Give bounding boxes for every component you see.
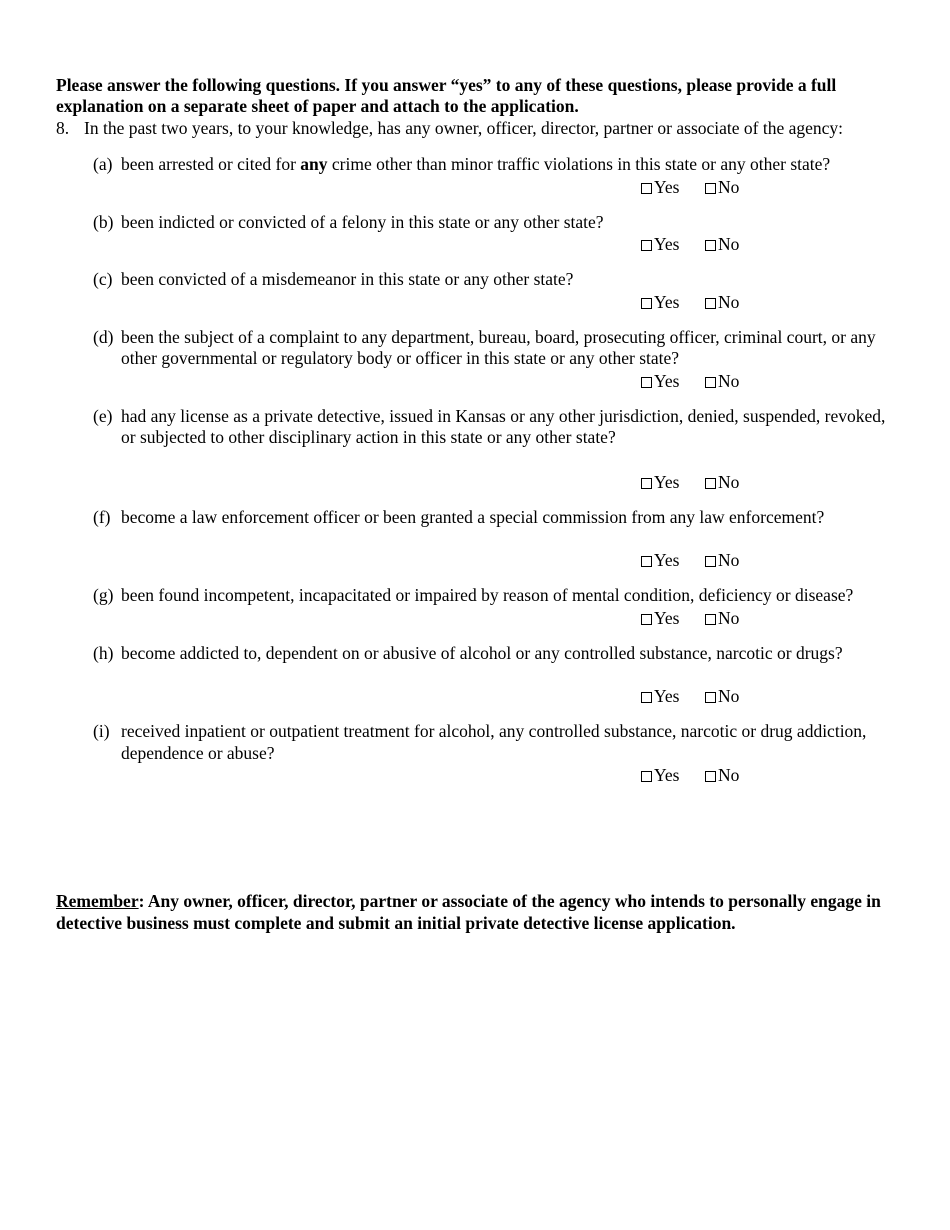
yes-checkbox[interactable] [641, 291, 679, 313]
answer-options-i [56, 764, 901, 786]
answer-options-e [56, 471, 901, 493]
yes-checkbox[interactable] [641, 549, 679, 571]
checkbox-icon[interactable] [705, 240, 716, 251]
no-checkbox[interactable] [705, 607, 739, 629]
question-number: 8. [56, 118, 70, 138]
checkbox-icon[interactable] [705, 183, 716, 194]
subquestion-letter: (h) [93, 642, 114, 663]
checkbox-icon[interactable] [641, 556, 652, 567]
answer-options-c [56, 291, 901, 313]
no-checkbox[interactable] [705, 370, 739, 392]
subquestion-text [121, 154, 830, 174]
subquestion-text: had any license as a private detective, issued in Kansas or any other jurisdiction, denied, suspended, revoked, or subjected to other disciplinary action in this state or any other state? [121, 405, 886, 447]
yes-checkbox[interactable] [641, 370, 679, 392]
instructions: Please answer the following questions. If you answer “yes” to any of these questions, please provide a full explanation on a separate sheet of paper and attach to the application. [56, 75, 837, 116]
yes-checkbox[interactable] [641, 685, 679, 707]
no-label: No [718, 686, 740, 706]
subquestion-text-part: been arrested or cited for [121, 154, 301, 174]
yes-label: Yes [654, 291, 680, 312]
checkbox-icon[interactable] [705, 692, 716, 703]
subquestion-i [56, 721, 901, 764]
remember-label: Remember [56, 891, 139, 911]
yes-label: Yes [654, 686, 680, 706]
subquestion-letter: (d) [93, 326, 114, 347]
answer-options-d [56, 370, 901, 392]
yes-checkbox[interactable] [641, 176, 679, 198]
no-label: No [718, 234, 740, 254]
remember-text: : Any owner, officer, director, partner or associate of the agency who intends to personally engage in detective business must complete and submit an initial private detective license application. [56, 891, 881, 933]
checkbox-icon[interactable] [641, 478, 652, 489]
no-checkbox[interactable] [705, 685, 739, 707]
yes-label: Yes [654, 370, 680, 391]
subquestion-emphasis: any [300, 154, 328, 174]
yes-label: Yes [654, 234, 680, 254]
no-checkbox[interactable] [705, 764, 739, 786]
yes-checkbox[interactable] [641, 233, 679, 255]
subquestion-d [56, 327, 901, 370]
answer-options-h [56, 685, 901, 707]
checkbox-icon[interactable] [705, 614, 716, 625]
checkbox-icon[interactable] [705, 556, 716, 567]
no-label: No [718, 471, 740, 492]
no-label: No [718, 607, 740, 628]
checkbox-icon[interactable] [705, 478, 716, 489]
questionnaire [56, 75, 901, 786]
checkbox-icon[interactable] [641, 298, 652, 309]
checkbox-icon[interactable] [641, 771, 652, 782]
no-checkbox[interactable] [705, 471, 739, 493]
answer-options-b [56, 233, 901, 255]
checkbox-icon[interactable] [705, 771, 716, 782]
answer-options-g [56, 607, 901, 629]
subquestion-letter: (c) [93, 269, 113, 289]
no-checkbox[interactable] [705, 176, 739, 198]
subquestion-b [56, 212, 901, 234]
subquestion-letter: (i) [93, 721, 110, 741]
checkbox-icon[interactable] [641, 377, 652, 388]
no-label: No [718, 370, 740, 391]
checkbox-icon[interactable] [641, 183, 652, 194]
subquestion-g [56, 585, 901, 607]
yes-label: Yes [654, 607, 680, 628]
question-8 [56, 118, 901, 139]
subquestion-c [56, 269, 901, 291]
subquestion-letter: (e) [93, 405, 113, 426]
question-text: In the past two years, to your knowledge, has any owner, officer, director, partner or associate of the agency: [84, 118, 844, 138]
checkbox-icon[interactable] [641, 240, 652, 251]
yes-checkbox[interactable] [641, 764, 679, 786]
checkbox-icon[interactable] [705, 377, 716, 388]
subquestion-f [56, 507, 901, 529]
subquestion-text-part: crime other than minor traffic violations in this state or any other state? [327, 154, 831, 174]
checkbox-icon[interactable] [641, 614, 652, 625]
remember-note [56, 891, 901, 934]
subquestion-text: been found incompetent, incapacitated or impaired by reason of mental condition, deficiency or disease? [121, 585, 854, 605]
no-label: No [718, 291, 740, 312]
subquestion-e [56, 406, 901, 449]
no-label: No [718, 176, 740, 197]
yes-label: Yes [654, 176, 680, 197]
subquestion-letter: (b) [93, 211, 114, 232]
no-label: No [718, 550, 740, 570]
checkbox-icon[interactable] [705, 298, 716, 309]
checkbox-icon[interactable] [641, 692, 652, 703]
subquestion-text: become a law enforcement officer or been granted a special commission from any law enforcement? [121, 506, 825, 527]
subquestion-text: been indicted or convicted of a felony in this state or any other state? [121, 211, 604, 232]
subquestion-letter: (g) [93, 585, 114, 605]
yes-label: Yes [654, 765, 680, 785]
subquestion-text: received inpatient or outpatient treatment for alcohol, any controlled substance, narcotic or drug addiction, dependence or abuse? [121, 721, 867, 763]
answer-options-a [56, 176, 901, 198]
subquestion-a [56, 154, 901, 176]
yes-checkbox[interactable] [641, 607, 679, 629]
no-checkbox[interactable] [705, 233, 739, 255]
no-checkbox[interactable] [705, 549, 739, 571]
subquestion-h [56, 643, 901, 665]
subquestion-text: been the subject of a complaint to any department, bureau, board, prosecuting officer, criminal court, or any other governmental or regulatory body or officer in this state or any other state? [121, 326, 876, 368]
subquestion-letter: (a) [93, 154, 113, 174]
subquestion-letter: (f) [93, 506, 111, 527]
yes-label: Yes [654, 550, 680, 570]
no-label: No [718, 765, 740, 785]
subquestion-text: been convicted of a misdemeanor in this state or any other state? [121, 269, 574, 289]
yes-label: Yes [654, 471, 680, 492]
no-checkbox[interactable] [705, 291, 739, 313]
yes-checkbox[interactable] [641, 471, 679, 493]
answer-options-f [56, 549, 901, 571]
subquestion-text: become addicted to, dependent on or abusive of alcohol or any controlled substance, narcotic or drugs? [121, 642, 843, 663]
